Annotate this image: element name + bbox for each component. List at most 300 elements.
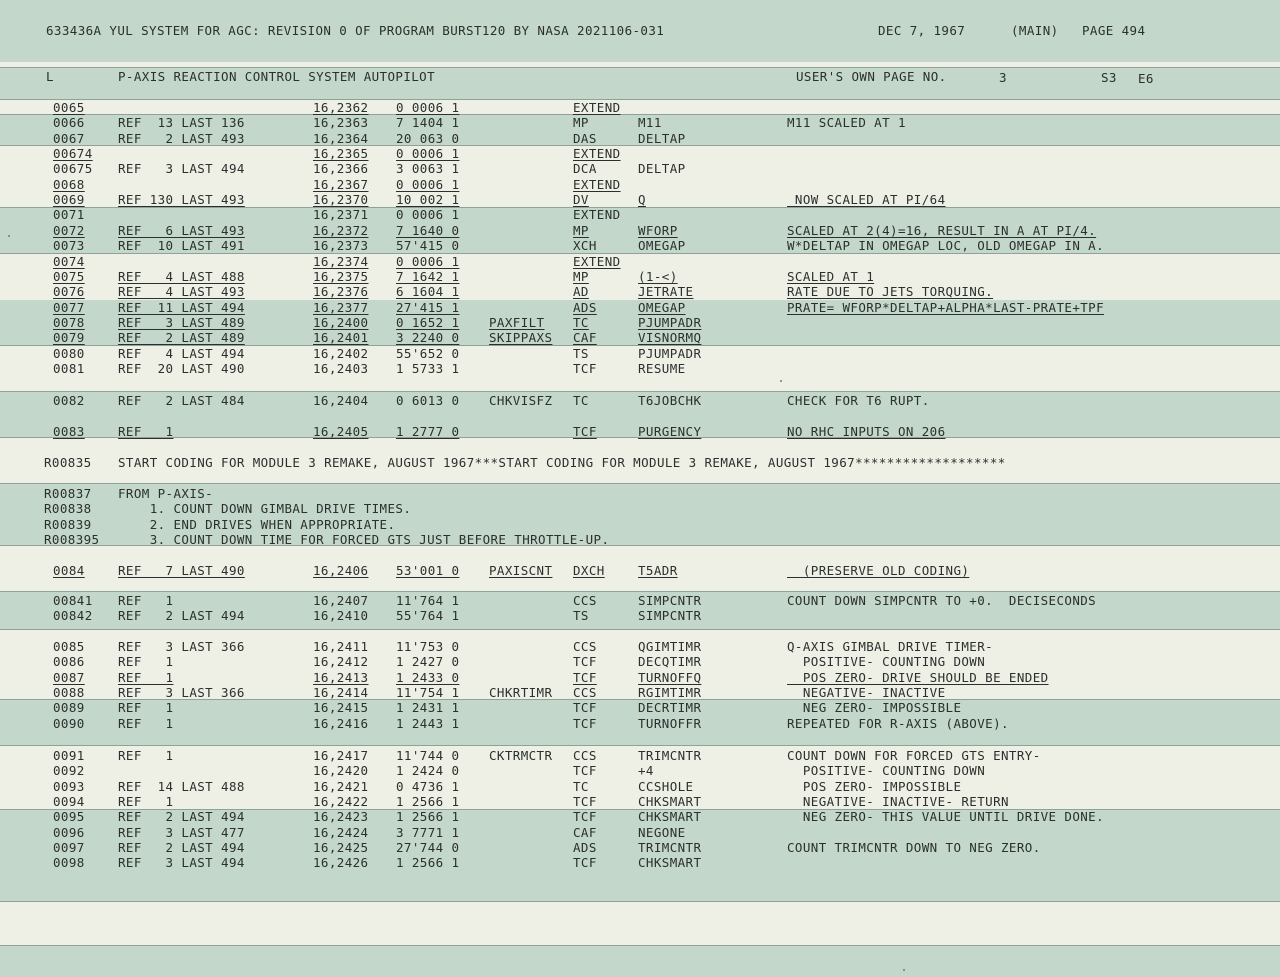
listing-word: 57'415 0 (396, 238, 460, 254)
listing-comment: NOW SCALED AT PI/64 (787, 192, 946, 208)
listing-op: EXTEND (573, 176, 621, 192)
listing-operand: PJUMPADR (638, 345, 702, 361)
listing-addr: 16,2407 (313, 593, 369, 608)
note-line-number: R00837 (44, 486, 92, 501)
listing-row (0, 331, 1280, 346)
listing-operand: (1-<) (638, 268, 678, 284)
listing-row (0, 162, 1280, 177)
listing-addr: 16,2426 (313, 855, 369, 871)
listing-row (0, 671, 1280, 686)
listing-row (0, 609, 1280, 624)
listing-word: 1 2424 0 (396, 763, 460, 779)
listing-word: 0 0006 1 (396, 100, 460, 115)
listing-ref: REF 13 LAST 136 (118, 115, 245, 131)
listing-row (0, 795, 1280, 810)
listing-comment: NEGATIVE- INACTIVE (787, 684, 946, 700)
rule-line (0, 629, 1280, 630)
listing-ref: REF 3 LAST 477 (118, 824, 245, 840)
listing-word: 0 6013 0 (396, 393, 460, 408)
listing-ref: REF 3 LAST 494 (118, 161, 245, 177)
listing-op: MP (573, 222, 589, 238)
listing-line: 0082 (53, 393, 85, 408)
listing-op: XCH (573, 238, 597, 254)
listing-word: 1 2566 1 (396, 809, 460, 825)
listing-line: 0078 (53, 314, 85, 330)
listing-comment: NEG ZERO- IMPOSSIBLE (787, 700, 962, 716)
rule-line (0, 483, 1280, 484)
listing-ref: REF 1 (118, 700, 174, 716)
listing-addr: 16,2405 (313, 423, 369, 439)
listing-word: 1 2443 1 (396, 715, 460, 731)
note-text: 3. COUNT DOWN TIME FOR FORCED GTS JUST BEFORE THROTTLE-UP. (118, 531, 610, 547)
listing-ref: REF 6 LAST 493 (118, 222, 245, 238)
listing-line: 0086 (53, 654, 85, 670)
listing-operand: PJUMPADR (638, 314, 702, 330)
listing-addr: 16,2375 (313, 268, 369, 284)
listing-addr: 16,2362 (313, 100, 369, 115)
listing-operand: CHKSMART (638, 855, 702, 871)
listing-word: 3 0063 1 (396, 161, 460, 177)
listing-word: 3 7771 1 (396, 824, 460, 840)
listing-comment: RATE DUE TO JETS TORQUING. (787, 284, 994, 300)
listing-word: 55'764 1 (396, 608, 460, 624)
listing-row (0, 425, 1280, 440)
paper-speck (903, 969, 905, 971)
listing-op: TCF (573, 763, 597, 779)
listing-word: 11'744 0 (396, 748, 460, 763)
listing-operand: TURNOFFR (638, 715, 702, 731)
listing-row (0, 101, 1280, 116)
listing-word: 1 2566 1 (396, 793, 460, 809)
listing-row (0, 810, 1280, 825)
listing-operand: DECRTIMR (638, 700, 702, 716)
rule-line (0, 67, 1280, 68)
listing-ref: REF 1 (118, 748, 174, 763)
listing-ref: REF 1 (118, 654, 174, 670)
listing-addr: 16,2363 (313, 115, 369, 131)
listing-operand: TURNOFFQ (638, 669, 702, 685)
listing-line: 0075 (53, 268, 85, 284)
listing-operand: OMEGAP (638, 299, 686, 315)
listing-word: 0 0006 1 (396, 207, 460, 223)
listing-line: 0072 (53, 222, 85, 238)
listing-addr: 16,2376 (313, 284, 369, 300)
listing-line: 0093 (53, 778, 85, 794)
listing-operand: NEGONE (638, 824, 686, 840)
listing-row (0, 594, 1280, 609)
listing-addr: 16,2374 (313, 253, 369, 269)
listing-operand: +4 (638, 763, 654, 779)
paper-speck (780, 380, 782, 382)
listing-label: SKIPPAXS (489, 330, 553, 346)
listing-row (0, 147, 1280, 162)
listing-op: TC (573, 778, 589, 794)
listing-comment: (PRESERVE OLD CODING) (787, 563, 970, 578)
listing-ref: REF 3 LAST 366 (118, 639, 245, 654)
listing-addr: 16,2410 (313, 608, 369, 624)
listing-word: 7 1640 0 (396, 222, 460, 238)
listing-word: 1 2431 1 (396, 700, 460, 716)
listing-op: TCF (573, 700, 597, 716)
listing-op: TCF (573, 809, 597, 825)
listing-word: 3 2240 0 (396, 330, 460, 346)
listing-op: DCA (573, 161, 597, 177)
listing-addr: 16,2364 (313, 130, 369, 146)
listing-comment: PRATE= WFORP*DELTAP+ALPHA*LAST-PRATE+TPF (787, 299, 1105, 315)
listing-addr: 16,2421 (313, 778, 369, 794)
listing-op: TC (573, 393, 589, 408)
listing-op: DAS (573, 130, 597, 146)
user-page-label: USER'S OWN PAGE NO. (796, 69, 947, 84)
listing-line: 00841 (53, 593, 93, 608)
listing-row (0, 132, 1280, 147)
listing-row (0, 116, 1280, 131)
listing-word: 20 063 0 (396, 130, 460, 146)
listing-line: 0066 (53, 115, 85, 131)
listing-line: 0089 (53, 700, 85, 716)
listing-row (0, 178, 1280, 193)
listing-op: TCF (573, 715, 597, 731)
listing-line: 0085 (53, 639, 85, 654)
listing-operand: DELTAP (638, 161, 686, 177)
listing-op: TCF (573, 360, 597, 376)
listing-word: 0 0006 1 (396, 176, 460, 192)
user-page-number: 3 (999, 70, 1007, 85)
listing-addr: 16,2416 (313, 715, 369, 731)
listing-operand: DECQTIMR (638, 654, 702, 670)
listing-line: 0091 (53, 748, 85, 763)
listing-row (0, 270, 1280, 285)
listing-label: PAXISCNT (489, 563, 553, 578)
section-title: P-AXIS REACTION CONTROL SYSTEM AUTOPILOT (118, 69, 436, 84)
listing-row (0, 224, 1280, 239)
listing-op: CCS (573, 684, 597, 700)
listing-line: 0092 (53, 763, 85, 779)
note-text: 2. END DRIVES WHEN APPROPRIATE. (118, 516, 396, 532)
listing-label: PAXFILT (489, 314, 545, 330)
listing-comment: COUNT TRIMCNTR DOWN TO NEG ZERO. (787, 839, 1041, 855)
listing-line: 00675 (53, 161, 93, 177)
listing-line: 00674 (53, 146, 93, 162)
listing-line: 0094 (53, 793, 85, 809)
listing-word: 11'754 1 (396, 684, 460, 700)
listing-row (0, 362, 1280, 377)
listing-row (0, 239, 1280, 254)
listing-addr: 16,2400 (313, 314, 369, 330)
listing-row (0, 856, 1280, 871)
listing-operand: CCSHOLE (638, 778, 694, 794)
listing-operand: M11 (638, 115, 662, 131)
listing-row (0, 701, 1280, 716)
listing-row (0, 686, 1280, 701)
listing-line: 0076 (53, 284, 85, 300)
listing-line: 0087 (53, 669, 85, 685)
listing-word: 1 2427 0 (396, 654, 460, 670)
listing-ref: REF 2 LAST 493 (118, 130, 245, 146)
listing-comment: POSITIVE- COUNTING DOWN (787, 654, 986, 670)
listing-row (0, 841, 1280, 856)
paper-speck (8, 235, 10, 237)
listing-line: 0081 (53, 360, 85, 376)
listing-operand: JETRATE (638, 284, 694, 300)
listing-addr: 16,2420 (313, 763, 369, 779)
remark-line-number: R00835 (44, 455, 92, 470)
listing-ref: REF 3 LAST 489 (118, 314, 245, 330)
listing-op: TCF (573, 423, 597, 439)
header-date: DEC 7, 1967 (878, 23, 966, 38)
listing-addr: 16,2401 (313, 330, 369, 346)
listing-line: 0083 (53, 423, 85, 439)
listing-comment: M11 SCALED AT 1 (787, 115, 906, 131)
listing-op: CCS (573, 748, 597, 763)
listing-word: 1 2433 0 (396, 669, 460, 685)
listing-word: 10 002 1 (396, 192, 460, 208)
listing-operand: RGIMTIMR (638, 684, 702, 700)
listing-addr: 16,2414 (313, 684, 369, 700)
listing-line: 0084 (53, 563, 85, 578)
listing-ref: REF 1 (118, 669, 174, 685)
listing-addr: 16,2417 (313, 748, 369, 763)
section-code-2: E6 (1138, 71, 1154, 86)
listing-addr: 16,2424 (313, 824, 369, 840)
listing-addr: 16,2402 (313, 345, 369, 361)
listing-operand: CHKSMART (638, 793, 702, 809)
listing-row (0, 655, 1280, 670)
listing-word: 0 1652 1 (396, 314, 460, 330)
listing-label: CHKVISFZ (489, 393, 553, 408)
listing-word: 6 1604 1 (396, 284, 460, 300)
note-line-number: R008395 (44, 531, 100, 547)
listing-line: 0097 (53, 839, 85, 855)
listing-word: 1 2777 0 (396, 423, 460, 439)
listing-op: EXTEND (573, 100, 621, 115)
rule-line (0, 391, 1280, 392)
listing-addr: 16,2422 (313, 793, 369, 809)
listing-addr: 16,2415 (313, 700, 369, 716)
listing-op: CCS (573, 593, 597, 608)
listing-word: 1 2566 1 (396, 855, 460, 871)
listing-op: CAF (573, 824, 597, 840)
listing-operand: TRIMCNTR (638, 839, 702, 855)
listing-comment: NEG ZERO- THIS VALUE UNTIL DRIVE DONE. (787, 809, 1105, 825)
listing-line: 0088 (53, 684, 85, 700)
listing-word: 0 4736 1 (396, 778, 460, 794)
listing-label: CKTRMCTR (489, 748, 553, 763)
listing-operand: QGIMTIMR (638, 639, 702, 654)
listing-comment: COUNT DOWN SIMPCNTR TO +0. DECISECONDS (787, 593, 1097, 608)
listing-ref: REF 2 LAST 494 (118, 839, 245, 855)
listing-ref: REF 1 (118, 793, 174, 809)
note-text: FROM P-AXIS- (118, 486, 214, 501)
listing-word: 0 0006 1 (396, 146, 460, 162)
listing-op: ADS (573, 299, 597, 315)
listing-line: 0095 (53, 809, 85, 825)
listing-row (0, 749, 1280, 764)
header-title: 633436A YUL SYSTEM FOR AGC: REVISION 0 OF PROGRAM BURST120 BY NASA 2021106-031 (46, 23, 665, 38)
band (0, 902, 1280, 946)
listing-addr: 16,2370 (313, 192, 369, 208)
listing-line: 0071 (53, 207, 85, 223)
listing-word: 1 5733 1 (396, 360, 460, 376)
listing-ref: REF 2 LAST 494 (118, 608, 245, 624)
remark-text: START CODING FOR MODULE 3 REMAKE, AUGUST 1967***START CODING FOR MODULE 3 REMAKE, AUGUST 1967******************* (118, 455, 1006, 470)
listing-comment: POS ZERO- IMPOSSIBLE (787, 778, 962, 794)
listing-operand: RESUME (638, 360, 686, 376)
listing-operand: CHKSMART (638, 809, 702, 825)
listing-addr: 16,2367 (313, 176, 369, 192)
section-type: L (46, 69, 54, 84)
listing-row (0, 316, 1280, 331)
listing-line: 0073 (53, 238, 85, 254)
listing-line: 0077 (53, 299, 85, 315)
listing-ref: REF 1 (118, 715, 174, 731)
rule-line (0, 901, 1280, 902)
listing-line: 0096 (53, 824, 85, 840)
listing-row (0, 193, 1280, 208)
listing-word: 7 1642 1 (396, 268, 460, 284)
listing-line: 0069 (53, 192, 85, 208)
listing-ref: REF 1 (118, 423, 174, 439)
listing-operand: DELTAP (638, 130, 686, 146)
listing-op: CAF (573, 330, 597, 346)
band (0, 946, 1280, 977)
listing-row (0, 394, 1280, 409)
listing-operand: T5ADR (638, 563, 678, 578)
listing-op: TS (573, 608, 589, 624)
listing-ref: REF 4 LAST 488 (118, 268, 245, 284)
listing-operand: T6JOBCHK (638, 393, 702, 408)
listing-ref: REF 14 LAST 488 (118, 778, 245, 794)
listing-row (0, 780, 1280, 795)
listing-addr: 16,2423 (313, 809, 369, 825)
listing-op: ADS (573, 839, 597, 855)
listing-ref: REF 10 LAST 491 (118, 238, 245, 254)
listing-op: TCF (573, 855, 597, 871)
listing-comment: NO RHC INPUTS ON 206 (787, 423, 946, 439)
listing-operand: OMEGAP (638, 238, 686, 254)
listing-addr: 16,2412 (313, 654, 369, 670)
listing-row (0, 764, 1280, 779)
listing-word: 11'764 1 (396, 593, 460, 608)
listing-addr: 16,2372 (313, 222, 369, 238)
listing-ref: REF 7 LAST 490 (118, 563, 245, 578)
listing-comment: NEGATIVE- INACTIVE- RETURN (787, 793, 1009, 809)
header-main: (MAIN) (1011, 23, 1059, 38)
listing-addr: 16,2371 (313, 207, 369, 223)
listing-operand: Q (638, 192, 646, 208)
listing-comment: SCALED AT 1 (787, 268, 875, 284)
listing-op: TCF (573, 793, 597, 809)
listing-addr: 16,2411 (313, 639, 369, 654)
listing-row (0, 717, 1280, 732)
listing-line: 0090 (53, 715, 85, 731)
listing-addr: 16,2373 (313, 238, 369, 254)
listing-ref: REF 1 (118, 593, 174, 608)
listing-ref: REF 2 LAST 484 (118, 393, 245, 408)
listing-ref: REF 2 LAST 489 (118, 330, 245, 346)
listing-op: TC (573, 314, 589, 330)
listing-addr: 16,2425 (313, 839, 369, 855)
listing-ref: REF 3 LAST 494 (118, 855, 245, 871)
listing-word: 53'001 0 (396, 563, 460, 578)
listing-ref: REF 20 LAST 490 (118, 360, 245, 376)
listing-word: 0 0006 1 (396, 253, 460, 269)
listing-ref: REF 130 LAST 493 (118, 192, 245, 208)
note-line-number: R00839 (44, 516, 92, 532)
listing-op: EXTEND (573, 146, 621, 162)
listing-op: EXTEND (573, 253, 621, 269)
listing-comment: CHECK FOR T6 RUPT. (787, 393, 930, 408)
listing-comment: SCALED AT 2(4)=16, RESULT IN A AT PI/4. (787, 222, 1097, 238)
listing-addr: 16,2404 (313, 393, 369, 408)
listing-row (0, 255, 1280, 270)
listing-word: 27'744 0 (396, 839, 460, 855)
listing-line: 0068 (53, 176, 85, 192)
listing-addr: 16,2366 (313, 161, 369, 177)
listing-op: EXTEND (573, 207, 621, 223)
rule-line (0, 745, 1280, 746)
header-page: PAGE 494 (1082, 23, 1146, 38)
listing-row (0, 285, 1280, 300)
rule-line (0, 99, 1280, 100)
listing-addr: 16,2406 (313, 563, 369, 578)
listing-line: 0065 (53, 100, 85, 115)
listing-comment: REPEATED FOR R-AXIS (ABOVE). (787, 715, 1009, 731)
listing-addr: 16,2377 (313, 299, 369, 315)
listing-operand: SIMPCNTR (638, 608, 702, 624)
listing-ref: REF 3 LAST 366 (118, 684, 245, 700)
listing-ref: REF 4 LAST 494 (118, 345, 245, 361)
listing-line: 0074 (53, 253, 85, 269)
listing-line: 0098 (53, 855, 85, 871)
listing-word: 7 1404 1 (396, 115, 460, 131)
section-code-1: S3 (1101, 70, 1117, 85)
listing-line: 00842 (53, 608, 93, 624)
listing-ref: REF 4 LAST 493 (118, 284, 245, 300)
listing-row (0, 826, 1280, 841)
rule-line (0, 945, 1280, 946)
listing-comment: COUNT DOWN FOR FORCED GTS ENTRY- (787, 748, 1041, 763)
listing-word: 27'415 1 (396, 299, 460, 315)
listing-operand: TRIMCNTR (638, 748, 702, 763)
listing-op: MP (573, 268, 589, 284)
rule-line (0, 591, 1280, 592)
listing-op: TCF (573, 654, 597, 670)
note-text: 1. COUNT DOWN GIMBAL DRIVE TIMES. (118, 501, 412, 517)
listing-op: CCS (573, 639, 597, 654)
listing-operand: PURGENCY (638, 423, 702, 439)
listing-op: DXCH (573, 563, 605, 578)
listing-word: 11'753 0 (396, 639, 460, 654)
listing-operand: WFORP (638, 222, 678, 238)
listing-row (0, 208, 1280, 223)
note-line-number: R00838 (44, 501, 92, 517)
listing-word: 55'652 0 (396, 345, 460, 361)
listing-op: TS (573, 345, 589, 361)
listing-op: MP (573, 115, 589, 131)
listing-line: 0079 (53, 330, 85, 346)
listing-row (0, 301, 1280, 316)
listing-op: DV (573, 192, 589, 208)
listing-row (0, 640, 1280, 655)
listing-op: AD (573, 284, 589, 300)
listing-ref: REF 11 LAST 494 (118, 299, 245, 315)
listing-op: TCF (573, 669, 597, 685)
listing-addr: 16,2413 (313, 669, 369, 685)
listing-addr: 16,2403 (313, 360, 369, 376)
listing-comment: POS ZERO- DRIVE SHOULD BE ENDED (787, 669, 1049, 685)
listing-row (0, 564, 1280, 579)
